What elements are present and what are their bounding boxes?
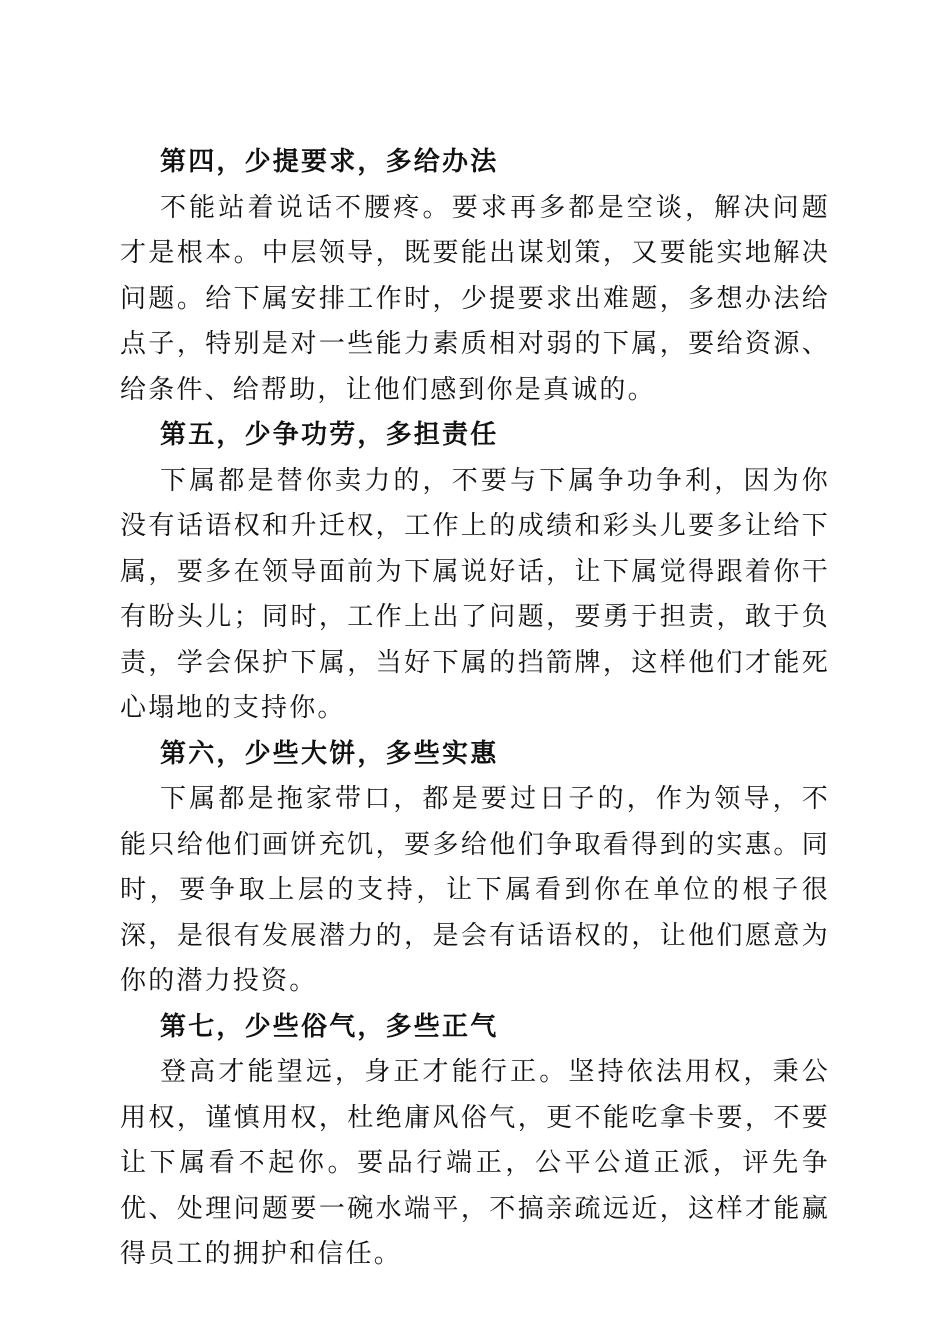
- section-heading-4: 第四，少提要求，多给办法: [160, 147, 499, 177]
- section-heading-5: 第五，少争功劳，多担责任: [160, 420, 499, 450]
- document-body: [120, 140, 830, 1278]
- section-paragraph-7: 登高才能望远，身正才能行正。坚持依法用权，秉公用权，谨慎用权，杜绝庸风俗气，更不能吃拿卡要，不要让下属看不起你。要品行端正，公平公道正派，评先争优、处理问题要一碗水端平，不搞亲疏远近，这样才能赢得员工的拥护和信任。: [120, 1057, 830, 1269]
- section-heading-6: 第六，少些大饼，多些实惠: [160, 738, 499, 769]
- section-paragraph-6: 下属都是拖家带口，都是要过日子的，作为领导，不能只给他们画饼充饥，要多给他们争取看得到的实惠。同时，要争取上层的支持，让下属看到你在单位的根子很深，是很有发展潜力的，是会有话语权的，让他们愿意为你的潜力投资。: [120, 784, 830, 996]
- section-paragraph-5: 下属都是替你卖力的，不要与下属争功争利，因为你没有话语权和升迁权，工作上的成绩和彩头儿要多让给下属，要多在领导面前为下属说好话，让下属觉得跟着你干有盼头儿；同时，工作上出了问题，要勇于担责，敢于负责，学会保护下属，当好下属的挡箭牌，这样他们才能死心塌地的支持你。: [120, 465, 830, 723]
- section-heading-7: 第七，少些俗气，多些正气: [160, 1011, 499, 1042]
- section-paragraph-4: 不能站着说话不腰疼。要求再多都是空谈，解决问题才是根本。中层领导，既要能出谋划策，又要能实地解决问题。给下属安排工作时，少提要求出难题，多想办法给点子，特别是对一些能力素质相对弱的下属，要给资源、给条件、给帮助，让他们感到你是真诚的。: [120, 192, 830, 405]
